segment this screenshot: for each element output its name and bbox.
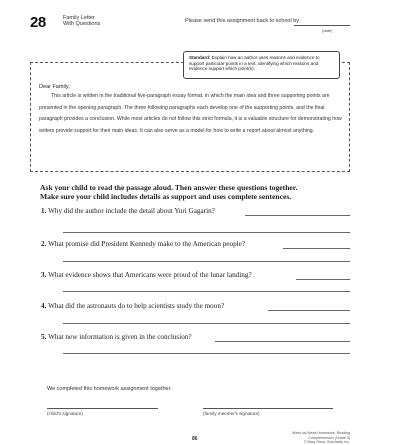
credit-line-2: © Mary Rosa, Scholastic Inc. — [303, 440, 350, 444]
question-number: 1. — [41, 207, 47, 215]
question-text: Why did the author include the detail about Yuri Gagarin? — [48, 207, 215, 215]
instructions — [40, 183, 370, 202]
credit-line — [273, 431, 350, 445]
footer-page-number: 86 — [192, 436, 198, 442]
send-back-instruction: Please send this assignment back to school by — [185, 18, 300, 24]
child-signature-line[interactable] — [47, 408, 158, 409]
question-5 — [41, 333, 192, 341]
standard-box — [183, 51, 340, 79]
family-signature-line[interactable] — [203, 408, 333, 409]
question-number: 5. — [41, 333, 47, 341]
answer-line[interactable] — [63, 261, 350, 262]
letter-body: This article is written in the traditional five-paragraph essay format, in which the main idea and three supporting points are presented in the opening paragraph. The three following paragraphs each develop one of the supporting points, and the final paragraph provides a conclusion. While most articles do not follow this strict formula, it is a valuable structure for demonstrating how writers provide support for their main ideas. It can also serve as a model for how to write a report about almost anything. — [39, 93, 342, 134]
worksheet-subtitle: With Questions — [63, 21, 101, 27]
standard-text: Explain how an author uses reasons and evidence to support particular points in a text, identifying which reasons and evidence support which point(s). — [189, 55, 320, 72]
question-number: 3. — [41, 271, 47, 279]
question-2 — [41, 240, 245, 248]
answer-line[interactable] — [296, 279, 350, 280]
answer-line[interactable] — [63, 291, 350, 292]
worksheet-title: Family Letter — [63, 15, 95, 21]
instructions-line-2: Make sure your child includes details as support and uses complete sentences. — [40, 192, 292, 202]
answer-line[interactable] — [63, 323, 350, 324]
question-text: What evidence shows that Americans were proud of the lunar landing? — [48, 271, 252, 279]
answer-line[interactable] — [215, 341, 350, 342]
question-1 — [41, 207, 215, 215]
page-number: 28 — [30, 14, 46, 31]
instructions-line-1: Ask your child to read the passage aloud. Then answer these questions together. — [40, 183, 298, 192]
family-signature-label: (family member's signature) — [203, 411, 260, 416]
answer-line[interactable] — [63, 353, 350, 354]
question-text: What new information is given in the conclusion? — [48, 333, 192, 341]
credit-line-1: Week-by-Week Homework: Reading Comprehension (Grade 3) — [292, 431, 350, 440]
answer-line[interactable] — [245, 215, 350, 216]
question-3 — [41, 271, 252, 279]
letter-greeting: Dear Family, — [39, 84, 70, 90]
completion-statement: We completed this homework assignment together. — [47, 386, 172, 392]
question-text: What did the astronauts do to help scientists study the moon? — [48, 302, 225, 310]
child-signature-label: (child's signature) — [47, 411, 83, 416]
question-text: What promise did President Kennedy make to the American people? — [48, 240, 246, 248]
date-blank[interactable] — [294, 25, 350, 26]
question-4 — [41, 302, 224, 310]
answer-line[interactable] — [268, 310, 350, 311]
answer-line[interactable] — [63, 232, 350, 233]
question-number: 4. — [41, 302, 47, 310]
standard-label: Standard: — [189, 55, 211, 60]
date-label: (date) — [322, 28, 333, 33]
answer-line[interactable] — [283, 248, 350, 249]
question-number: 2. — [41, 240, 47, 248]
